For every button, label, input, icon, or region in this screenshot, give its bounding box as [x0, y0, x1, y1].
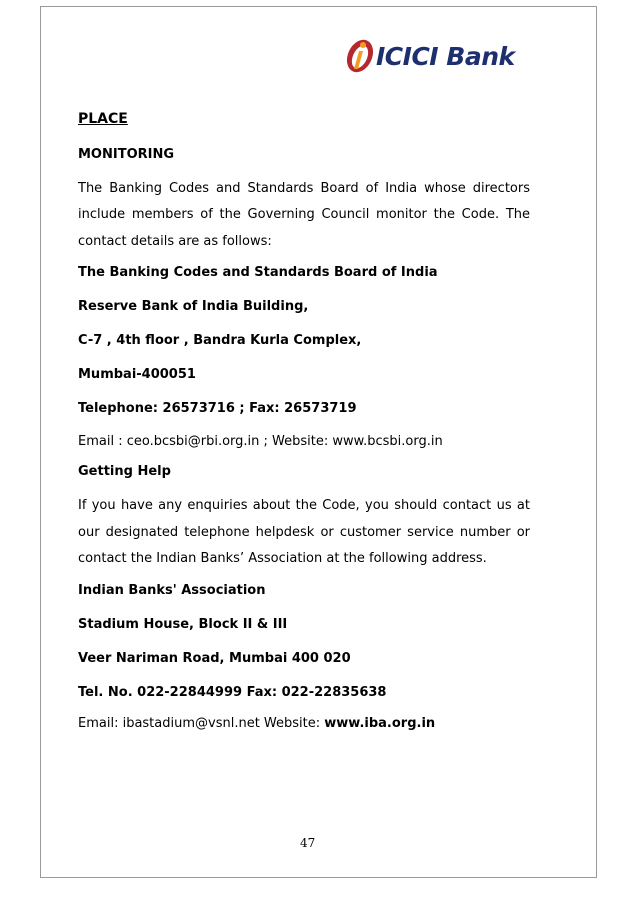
help-para-line-2: our designated telephone helpdesk or customer service number or: [78, 525, 530, 540]
bcsbi-building: Reserve Bank of India Building,: [78, 299, 309, 314]
monitoring-para-line-1: The Banking Codes and Standards Board of India whose directors: [78, 181, 530, 196]
iba-email-line: [78, 715, 530, 733]
help-para-line-1: If you have any enquiries about the Code, you should contact us at: [78, 498, 530, 513]
monitoring-title: MONITORING: [78, 147, 175, 162]
logo-text: ICICI Bank: [376, 42, 515, 71]
iba-name: Indian Banks' Association: [78, 583, 266, 598]
bcsbi-name: The Banking Codes and Standards Board of India: [78, 265, 438, 280]
iba-street: Veer Nariman Road, Mumbai 400 020: [78, 651, 351, 666]
iba-website-link[interactable]: www.iba.org.in: [324, 716, 436, 731]
iba-email: Email: ibastadium@vsnl.net Website:: [78, 716, 325, 731]
bcsbi-email: Email : ceo.bcsbi@rbi.org.in ; Website: www.bcsbi.org.in: [78, 434, 443, 449]
monitoring-para-line-3: contact details are as follows:: [78, 234, 272, 249]
iba-building: Stadium House, Block II & III: [78, 617, 288, 632]
iba-phone: Tel. No. 022-22844999 Fax: 022-22835638: [78, 685, 387, 700]
icici-bank-logo: [344, 36, 530, 76]
monitoring-para-line-2: include members of the Governing Council monitor the Code. The: [78, 207, 530, 222]
bcsbi-street: C-7 , 4th floor , Bandra Kurla Complex,: [78, 333, 362, 348]
icici-mark-icon: [344, 36, 378, 76]
page-number: 47: [300, 836, 316, 850]
help-title: Getting Help: [78, 464, 171, 479]
page-heading: PLACE: [78, 111, 128, 127]
bcsbi-phone: Telephone: 26573716 ; Fax: 26573719: [78, 401, 357, 416]
help-para-line-3: contact the Indian Banks’ Association at the following address.: [78, 551, 487, 566]
bcsbi-city: Mumbai-400051: [78, 367, 196, 382]
